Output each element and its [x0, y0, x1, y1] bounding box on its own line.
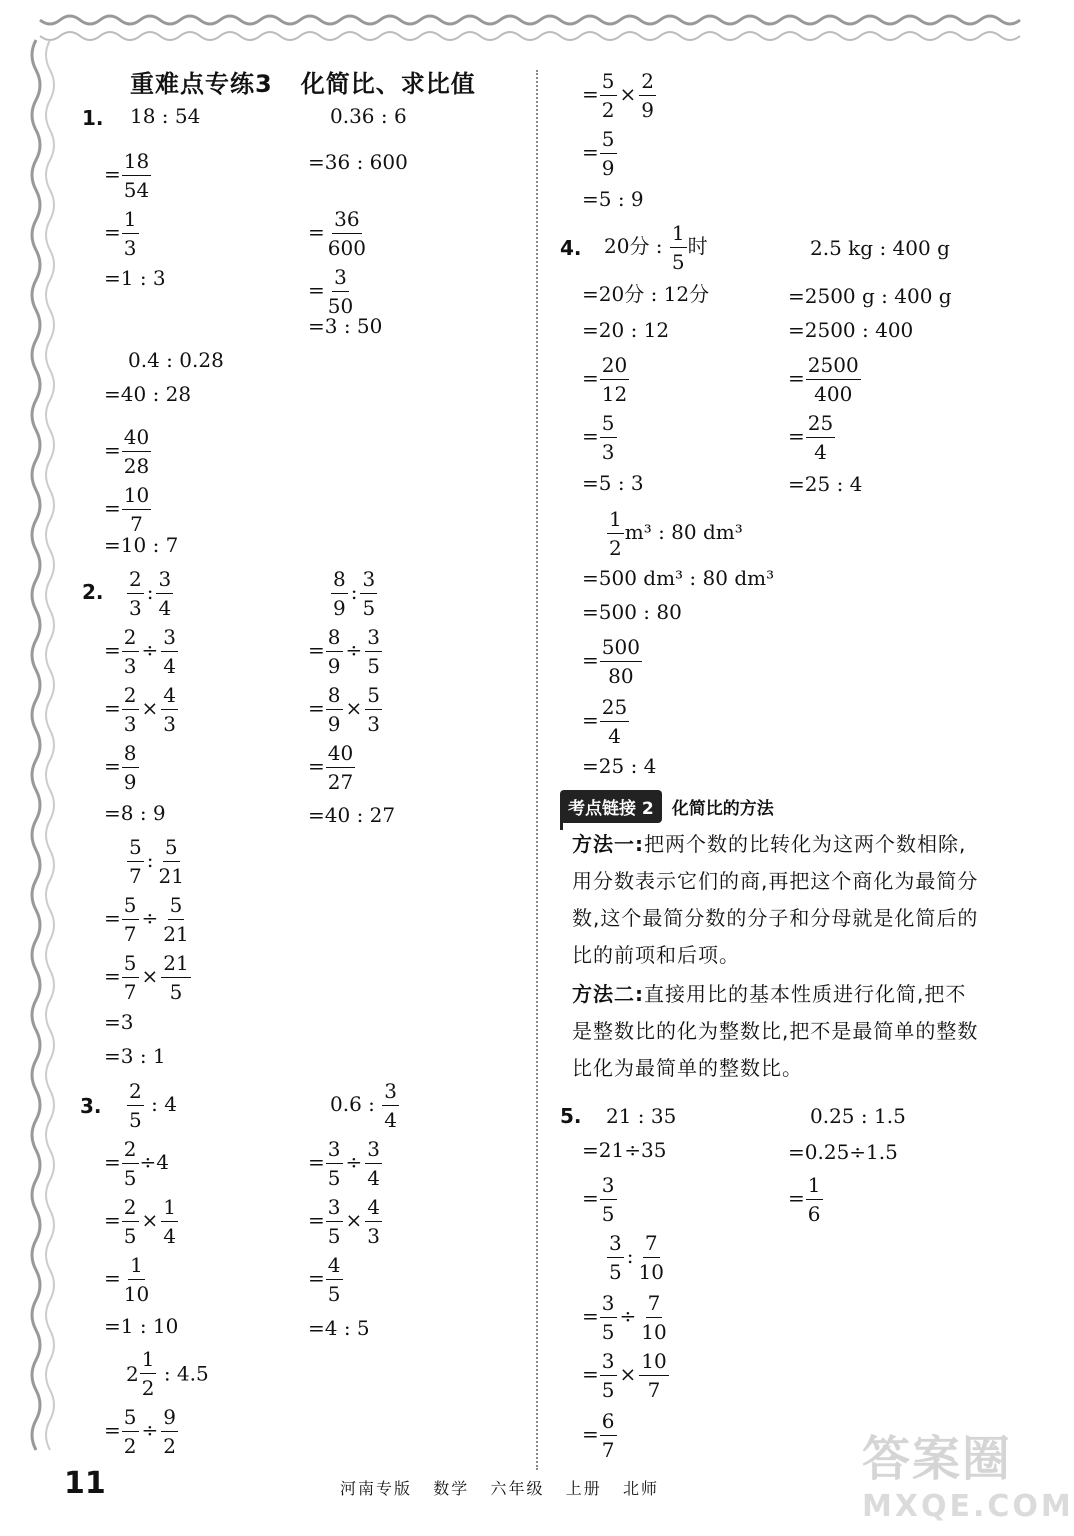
expr-line: =0.25÷1.5	[788, 1140, 898, 1164]
expr-line: = $\frac{5}{2}$ ÷ $\frac{9}{2}$	[104, 1405, 176, 1458]
expr-line: = $\frac{1}{6}$	[788, 1173, 821, 1226]
expr-line: = $\frac{20}{12}$	[582, 353, 628, 406]
expr-line: = $\frac{8}{9}$	[104, 741, 137, 794]
expr-line: = $\frac{5}{7}$ × $\frac{21}{5}$	[104, 951, 189, 1004]
expr-line: =500 : 80	[582, 600, 682, 624]
watermark-text: 答案圈	[862, 1431, 1013, 1487]
expr-line: = $\frac{5}{9}$	[582, 127, 615, 180]
problem-number: 1.	[82, 106, 104, 130]
expr-line: =8 : 9	[104, 801, 166, 825]
expr-line: = $\frac{5}{2}$ × $\frac{2}{9}$	[582, 69, 654, 122]
expr-line: = $\frac{40}{28}$	[104, 425, 150, 478]
expr-line: =5 : 3	[582, 471, 644, 495]
page-number: 11	[64, 1466, 106, 1501]
expr-line: =4 : 5	[308, 1316, 370, 1340]
expr-line: 0.25 : 1.5	[810, 1104, 906, 1128]
expr-line: =40 : 27	[308, 803, 396, 827]
expr-line: =25 : 4	[788, 472, 863, 496]
expr-line: = $\frac{2}{3}$ ÷ $\frac{3}{4}$	[104, 625, 176, 678]
expr-line: =10 : 7	[104, 533, 179, 557]
expr-line: =2500 g : 400 g	[788, 284, 952, 308]
expr-line: $\frac{2}{5}$ : 4	[129, 1079, 177, 1132]
expr-line: 21 : 35	[606, 1104, 677, 1128]
problem-number: 3.	[80, 1094, 102, 1118]
expr-line: = $\frac{4}{5}$	[308, 1253, 341, 1306]
kaodian-label: 考点链接 2	[560, 790, 662, 823]
expr-line: = $\frac{6}{7}$	[582, 1409, 615, 1462]
expr-line: = $\frac{8}{9}$ ÷ $\frac{3}{5}$	[308, 625, 380, 678]
expr-line: = $\frac{8}{9}$ × $\frac{5}{3}$	[308, 683, 380, 736]
problem-number: 2.	[82, 580, 104, 604]
expr-line: 20分 : $\frac{1}{5}$ 时	[604, 221, 708, 274]
method-one: 方法一:把两个数的比转化为这两个数相除,用分数表示它们的商,再把这个商化为最简分数,这个最简分数的分子和分母就是化简后的比的前项和后项。	[572, 832, 979, 967]
expr-line: 0.6 : $\frac{3}{4}$	[330, 1079, 397, 1132]
expr-line: = $\frac{25}{4}$	[788, 411, 834, 464]
expr-line: = $\frac{3}{5}$ ÷ $\frac{3}{4}$	[308, 1137, 380, 1190]
expr-line: = $\frac{3}{5}$ ÷ $\frac{7}{10}$	[582, 1291, 667, 1344]
section-title: 重难点专练3 化简比、求比值	[130, 70, 476, 98]
expr-line: =20 : 12	[582, 318, 670, 342]
expr-line: $\frac{8}{9}$ : $\frac{3}{5}$	[333, 567, 376, 620]
expr-line: =25 : 4	[582, 754, 657, 778]
expr-line: = $\frac{5}{3}$	[582, 411, 615, 464]
expr-line: $\frac{3}{5}$ : $\frac{7}{10}$	[609, 1231, 664, 1284]
kaodian-title: 化简比的方法	[671, 799, 774, 819]
expr-line: 2.5 kg : 400 g	[810, 236, 950, 260]
expr-line: = $\frac{18}{54}$	[104, 149, 150, 202]
watermark-logo	[862, 1420, 1074, 1528]
expr-line: = $\frac{500}{80}$	[582, 635, 640, 688]
expr-line: $\frac{5}{7}$ : $\frac{5}{21}$	[129, 835, 184, 888]
expr-line: =3 : 50	[308, 314, 383, 338]
footer-info: 河南专版 数学 六年级 上册 北师	[340, 1479, 660, 1498]
expr-line: = $\frac{2}{5}$ ÷4	[104, 1137, 169, 1190]
method-two: 方法二:直接用比的基本性质进行化简,把不是整数比的化为整数比,把不是最简单的整数比化为最简单的整数比。	[572, 982, 979, 1080]
expr-line: = $\frac{3}{5}$ × $\frac{10}{7}$	[582, 1349, 667, 1402]
expr-line: = $\frac{25}{4}$	[582, 695, 628, 748]
expr-line: = $\frac{2}{3}$ × $\frac{4}{3}$	[104, 683, 176, 736]
expr-line: = $\frac{2500}{400}$	[788, 353, 859, 406]
expr-line: = $\frac{10}{7}$	[104, 483, 150, 536]
expr-line: =40 : 28	[104, 382, 192, 406]
watermark-url: MXQE.COM	[862, 1489, 1074, 1524]
expr-line: = $\frac{2}{5}$ × $\frac{1}{4}$	[104, 1195, 176, 1248]
expr-line: = $\frac{1}{3}$	[104, 207, 137, 260]
expr-line: $\frac{2}{3}$ : $\frac{3}{4}$	[129, 567, 172, 620]
expr-line: =20分 : 12分	[582, 282, 710, 306]
expr-line: =5 : 9	[582, 187, 644, 211]
expr-line: =3	[104, 1010, 134, 1034]
expr-line: = $\frac{5}{7}$ ÷ $\frac{5}{21}$	[104, 893, 189, 946]
expr-line: = $\frac{3}{50}$	[308, 265, 354, 318]
expr-line: 0.4 : 0.28	[128, 348, 224, 372]
expr-line: = $\frac{36}{600}$	[308, 207, 366, 260]
expr-line: =1 : 3	[104, 266, 166, 290]
expr-line: =3 : 1	[104, 1044, 166, 1068]
expr-line: 0.36 : 6	[330, 104, 407, 128]
expr-line: 2 1 2 : 4.5	[126, 1347, 209, 1400]
column-divider	[536, 70, 538, 1470]
expr-line: = $\frac{3}{5}$	[582, 1173, 615, 1226]
expr-line: =36 : 600	[308, 150, 408, 174]
expr-line: =500 dm³ : 80 dm³	[582, 566, 775, 590]
expr-line: =21÷35	[582, 1138, 667, 1162]
kaodian-tag	[560, 790, 774, 823]
expr-line: = $\frac{3}{5}$ × $\frac{4}{3}$	[308, 1195, 380, 1248]
problem-number: 5.	[560, 1104, 582, 1128]
expr-line: 18 : 54	[130, 104, 201, 128]
expr-line: =1 : 10	[104, 1314, 179, 1338]
expr-line: = $\frac{1}{10}$	[104, 1253, 150, 1306]
expr-line: =2500 : 400	[788, 318, 914, 342]
expr-line: = $\frac{40}{27}$	[308, 741, 354, 794]
expr-line: $\frac{1}{2}$ m³ : 80 dm³	[609, 507, 743, 560]
problem-number: 4.	[560, 236, 582, 260]
